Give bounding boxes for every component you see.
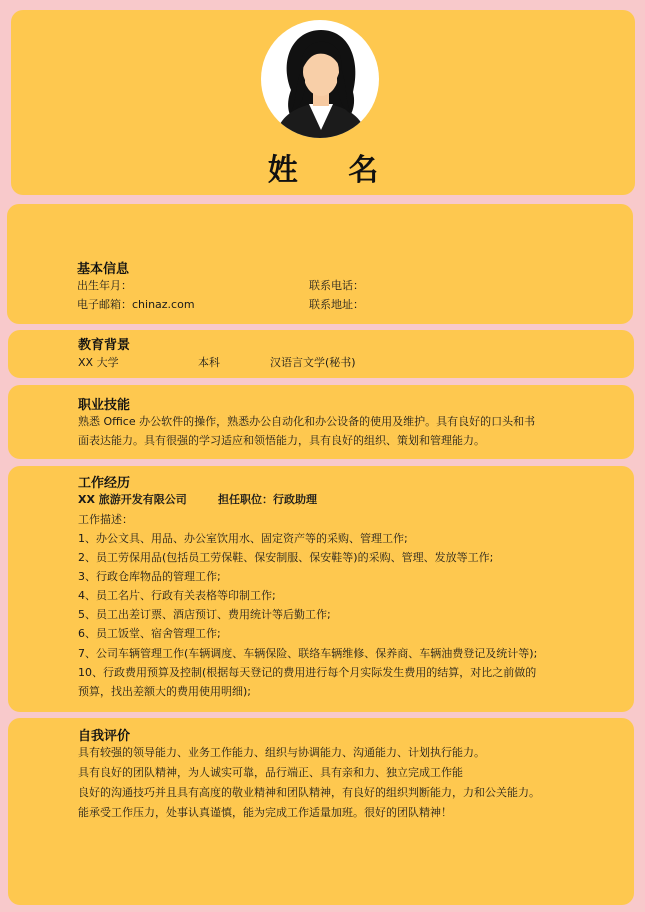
work-card xyxy=(8,466,634,712)
education-card xyxy=(8,330,634,378)
work-item: 2、员工劳保用品(包括员工劳保鞋、保安制服、保安鞋等)的采购、管理、发放等工作; xyxy=(78,551,494,564)
skills-title: 职业技能 xyxy=(78,398,131,413)
skills-card xyxy=(8,385,634,459)
self-eval-card xyxy=(8,718,634,905)
phone-label: 联系电话： xyxy=(309,279,364,292)
education-title: 教育背景 xyxy=(78,338,131,353)
avatar xyxy=(261,20,379,138)
work-desc-label: 工作描述： xyxy=(78,513,133,526)
work-item: 6、员工饭堂、宿舍管理工作; xyxy=(78,627,221,640)
education-major: 汉语言文学(秘书) xyxy=(270,356,356,369)
header-card xyxy=(11,10,635,195)
candidate-name: 姓 名 xyxy=(267,153,399,188)
self-eval-title: 自我评价 xyxy=(78,729,131,744)
self-eval-line: 能承受工作压力，处事认真谨慎，能为完成工作适量加班。很好的团队精神！ xyxy=(78,806,452,819)
basic-info-card xyxy=(7,204,633,324)
birth-label: 出生年月： xyxy=(77,279,132,292)
work-item: 3、行政仓库物品的管理工作; xyxy=(78,570,221,583)
work-item: 预算，找出差额大的费用使用明细); xyxy=(78,685,251,698)
self-eval-line: 具有较强的领导能力、业务工作能力、组织与协调能力、沟通能力、计划执行能力。 xyxy=(78,746,485,759)
work-item: 7、公司车辆管理工作(车辆调度、车辆保险、联络车辆维修、保养商、车辆油费登记及统计等); xyxy=(78,647,538,660)
basic-info-title: 基本信息 xyxy=(77,262,130,277)
skills-line: 面表达能力。具有很强的学习适应和领悟能力，具有良好的组织、策划和管理能力。 xyxy=(78,434,485,447)
work-position: 担任职位：行政助理 xyxy=(218,493,317,506)
address-label: 联系地址： xyxy=(309,298,364,311)
self-eval-line: 良好的沟通技巧并且具有高度的敬业精神和团队精神，有良好的组织判断能力，力和公关能力。 xyxy=(78,786,540,799)
work-title: 工作经历 xyxy=(78,476,131,491)
education-school: XX 大学 xyxy=(78,356,119,369)
work-item: 10、行政费用预算及控制(根据每天登记的费用进行每个月实际发生费用的结算，对比之前做的 xyxy=(78,666,537,679)
work-item: 1、办公文具、用品、办公室饮用水、固定资产等的采购、管理工作; xyxy=(78,532,408,545)
work-company: XX 旅游开发有限公司 xyxy=(78,493,187,506)
email-label: 电子邮箱：chinaz.com xyxy=(77,298,195,311)
avatar-woman-icon xyxy=(261,20,379,138)
skills-line: 熟悉 Office 办公软件的操作，熟悉办公自动化和办公设备的使用及维护。具有良好的口头和书 xyxy=(78,415,536,428)
education-degree: 本科 xyxy=(198,356,220,369)
self-eval-line: 具有良好的团队精神，为人诚实可靠，品行端正、具有亲和力、独立完成工作能 xyxy=(78,766,463,779)
work-item: 4、员工名片、行政有关表格等印制工作; xyxy=(78,589,276,602)
work-item: 5、员工出差订票、酒店预订、费用统计等后勤工作; xyxy=(78,608,331,621)
